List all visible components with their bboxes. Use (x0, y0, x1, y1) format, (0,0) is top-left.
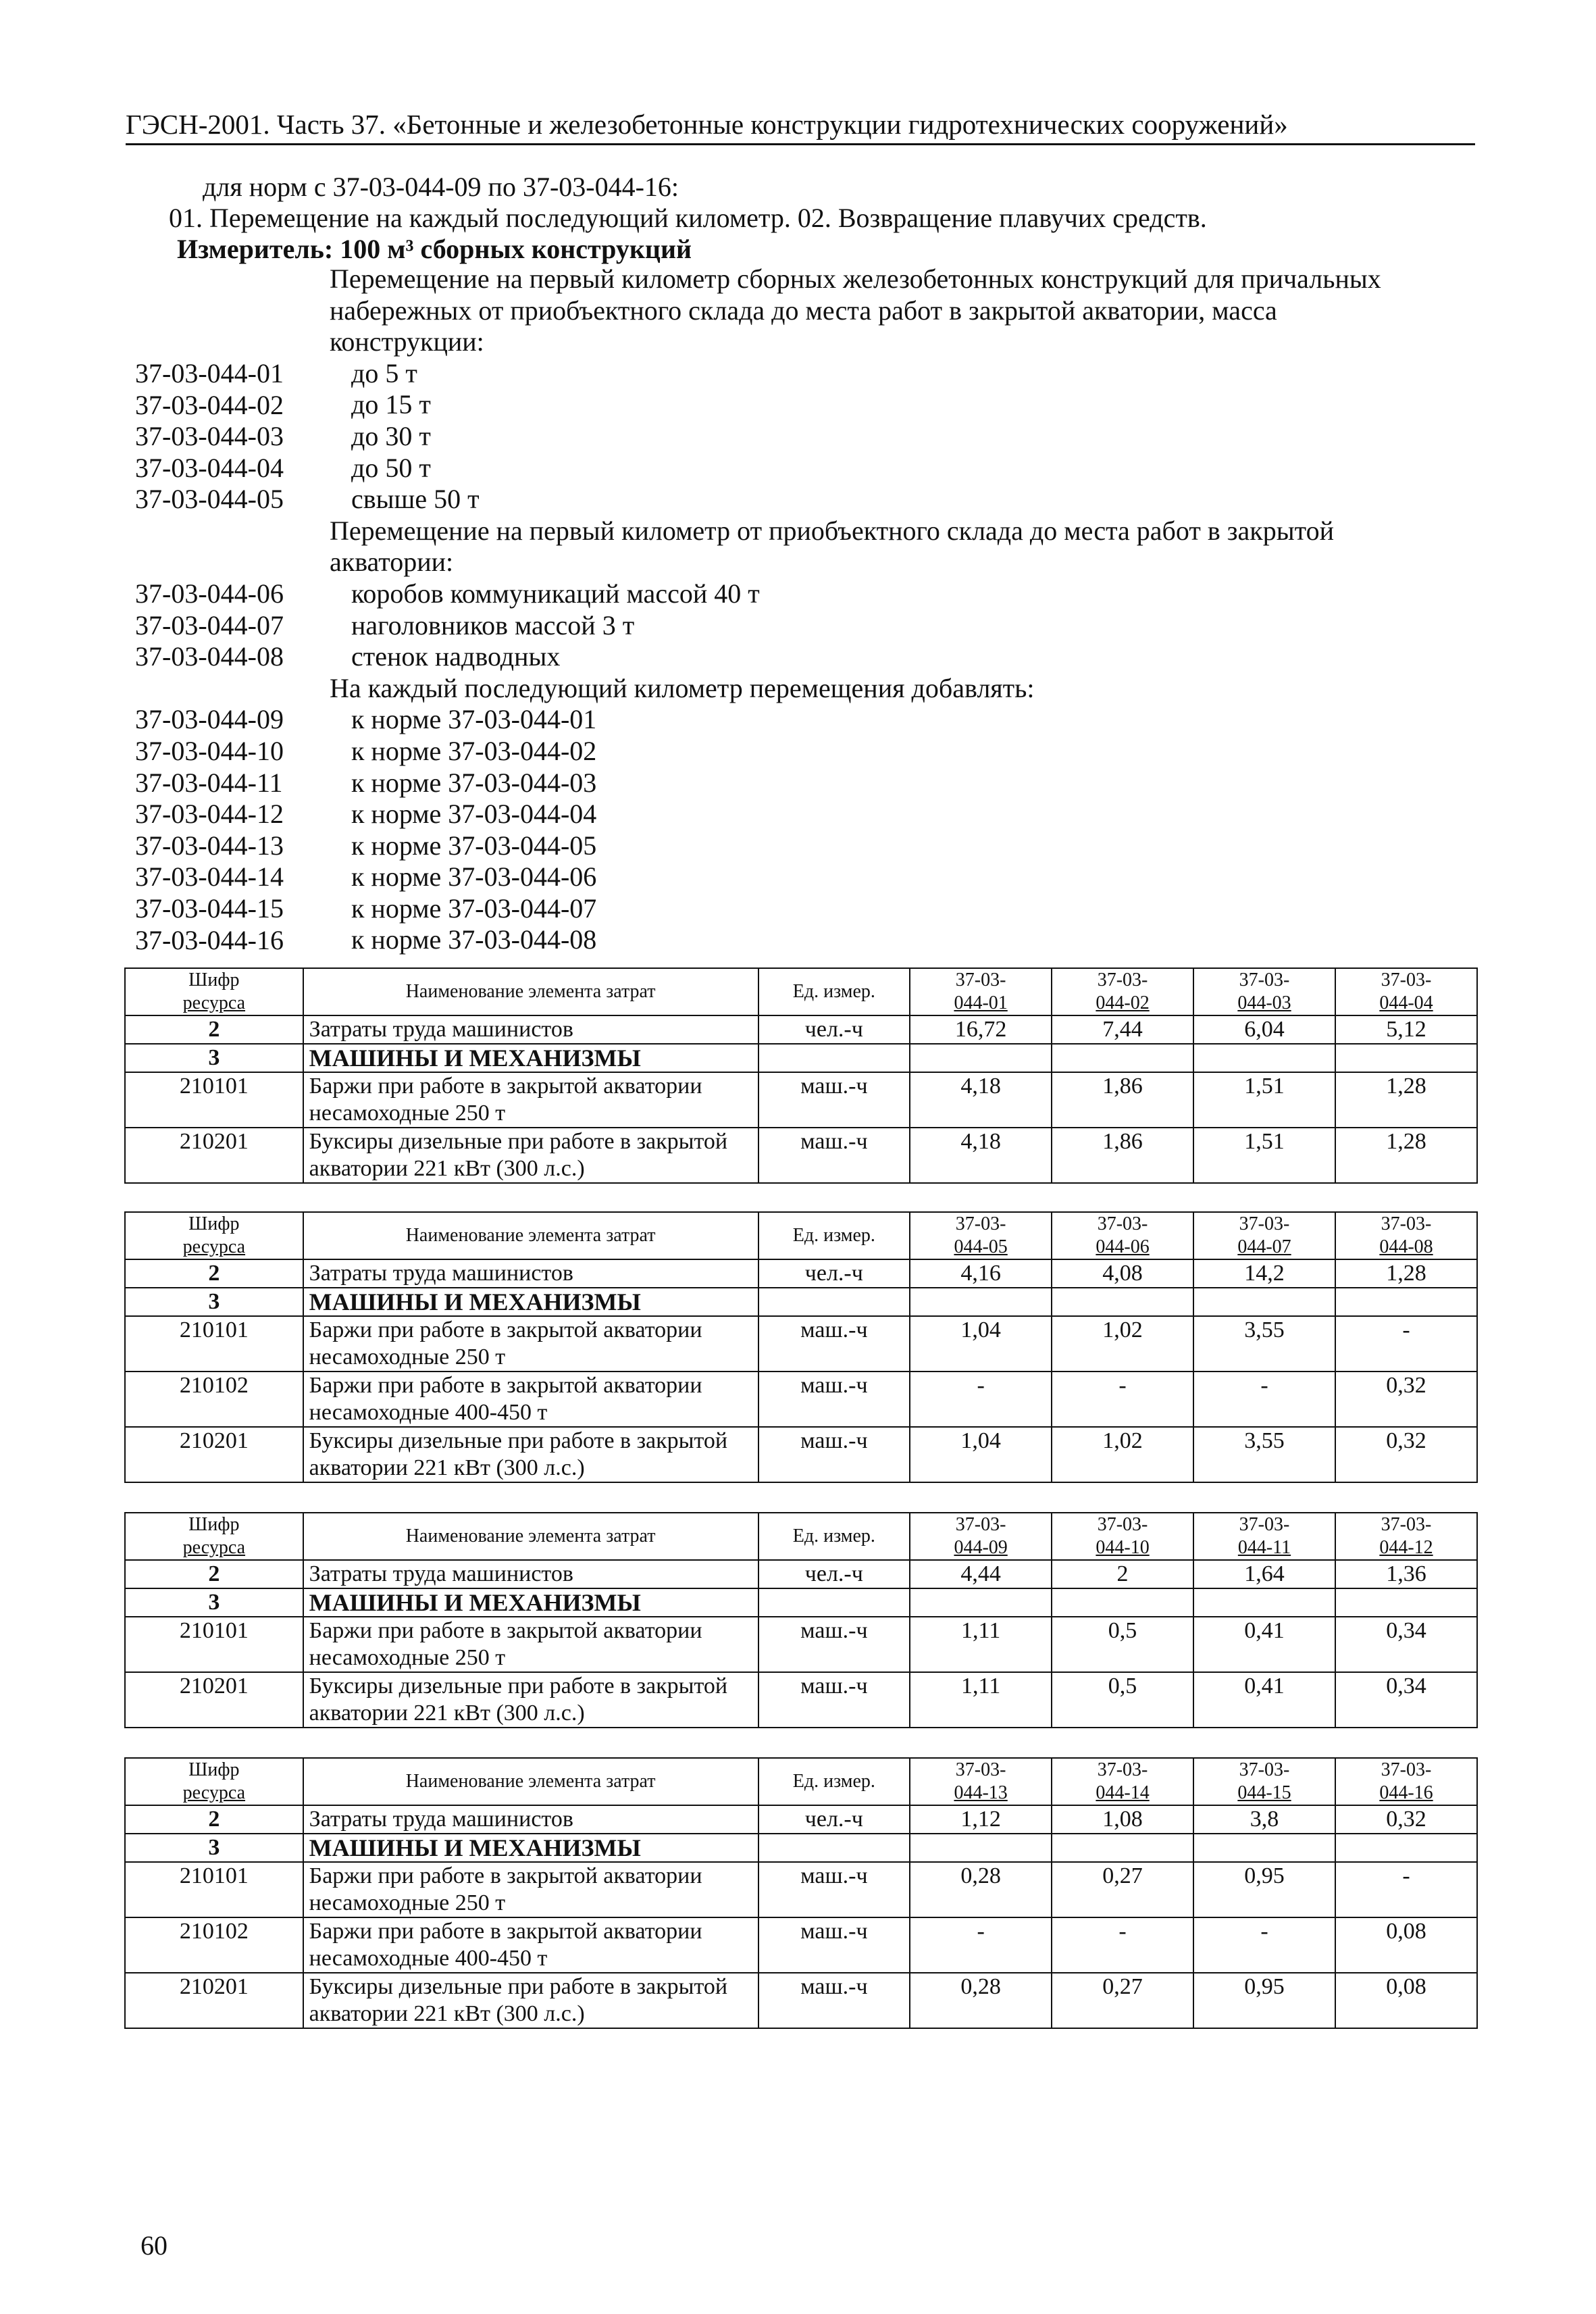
norm-value: 1,11 (910, 1672, 1052, 1728)
table-row (125, 1862, 1477, 1917)
norm-description: к норме 37-03-044-02 (351, 735, 597, 766)
norm-description: до 50 т (351, 452, 431, 483)
norm-value: 7,44 (1052, 1015, 1193, 1044)
norm-column-header (1335, 1212, 1477, 1259)
table-header-row (125, 1513, 1477, 1560)
norm-column-code-top: 37-03- (1239, 1514, 1290, 1535)
norm-value (910, 1288, 1052, 1316)
resource-code: 2 (125, 1805, 303, 1834)
resource-table (124, 967, 1478, 1184)
measure-line: Измеритель: 100 м³ сборных конструкций (177, 234, 692, 264)
unit: маш.-ч (758, 1128, 910, 1183)
resource-code-header-bottom: ресурса (182, 1236, 246, 1257)
norm-column-header (1193, 1212, 1335, 1259)
norm-value: 1,11 (910, 1617, 1052, 1672)
norm-code: 37-03-044-03 (135, 421, 284, 452)
norm-column-header (1052, 1513, 1193, 1560)
norm-code-column (135, 358, 284, 956)
norm-value: 1,51 (1193, 1128, 1335, 1183)
norm-column-code-top: 37-03- (1381, 1514, 1432, 1535)
norm-group-description: Перемещение на первый километр от приобъектного склада до места работ в закрытой акватории: (330, 515, 1334, 578)
norm-code: 37-03-044-13 (135, 830, 284, 861)
norm-description: к норме 37-03-044-07 (351, 892, 597, 924)
cost-name: МАШИНЫ И МЕХАНИЗМЫ (303, 1044, 758, 1072)
table-row (125, 1288, 1477, 1316)
norm-column-header (1052, 1212, 1193, 1259)
unit: маш.-ч (758, 1973, 910, 2028)
norm-value (1052, 1588, 1193, 1617)
norm-code: 37-03-044-11 (135, 767, 283, 798)
resource-code: 210201 (125, 1427, 303, 1482)
unit (758, 1588, 910, 1617)
table-row (125, 1917, 1477, 1973)
norm-description: к норме 37-03-044-03 (351, 767, 597, 798)
norm-value: 4,18 (910, 1072, 1052, 1128)
norm-value: 1,86 (1052, 1072, 1193, 1128)
norm-value: - (910, 1372, 1052, 1427)
norm-description: стенок надводных (351, 641, 561, 672)
norm-value: 0,27 (1052, 1862, 1193, 1917)
norm-value: 4,18 (910, 1128, 1052, 1183)
cost-name: Баржи при работе в закрытой акватории несамоходные 250 т (303, 1862, 758, 1917)
table-row (125, 1072, 1477, 1128)
unit-header: Ед. измер. (758, 968, 910, 1015)
resource-code: 2 (125, 1259, 303, 1288)
cost-name: Баржи при работе в закрытой акватории несамоходные 400-450 т (303, 1917, 758, 1973)
norm-column-code-top: 37-03- (1097, 970, 1148, 990)
table-row (125, 1044, 1477, 1072)
norm-value: 1,86 (1052, 1128, 1193, 1183)
unit: маш.-ч (758, 1427, 910, 1482)
norm-value: 1,08 (1052, 1805, 1193, 1834)
norm-column-code-bottom: 044-13 (954, 1782, 1008, 1803)
norm-column-code-bottom: 044-05 (954, 1236, 1008, 1257)
norm-value: 16,72 (910, 1015, 1052, 1044)
norm-value (1335, 1044, 1477, 1072)
norm-value: - (1193, 1917, 1335, 1973)
cost-name: Баржи при работе в закрытой акватории несамоходные 250 т (303, 1316, 758, 1372)
resource-code: 3 (125, 1044, 303, 1072)
norm-column-code-top: 37-03- (955, 1213, 1006, 1234)
cost-name: МАШИНЫ И МЕХАНИЗМЫ (303, 1588, 758, 1617)
cost-name: МАШИНЫ И МЕХАНИЗМЫ (303, 1288, 758, 1316)
unit: маш.-ч (758, 1072, 910, 1128)
unit-header: Ед. измер. (758, 1513, 910, 1560)
table-row (125, 1973, 1477, 2028)
norm-value: - (1052, 1372, 1193, 1427)
norm-value: 1,64 (1193, 1560, 1335, 1588)
norm-value: 0,95 (1193, 1973, 1335, 2028)
cost-name: Буксиры дизельные при работе в закрытой акватории 221 кВт (300 л.с.) (303, 1672, 758, 1728)
norm-value: 14,2 (1193, 1259, 1335, 1288)
table-row (125, 1834, 1477, 1862)
norm-value (1335, 1834, 1477, 1862)
norm-code: 37-03-044-05 (135, 484, 284, 515)
norm-value: 0,95 (1193, 1862, 1335, 1917)
norm-value: 0,32 (1335, 1427, 1477, 1482)
norm-value: 3,55 (1193, 1427, 1335, 1482)
norm-description: до 5 т (351, 357, 417, 388)
table-row (125, 1316, 1477, 1372)
norm-value: 1,28 (1335, 1259, 1477, 1288)
norm-value: - (910, 1917, 1052, 1973)
resource-code: 210102 (125, 1372, 303, 1427)
table-row (125, 1588, 1477, 1617)
unit: чел.-ч (758, 1560, 910, 1588)
table-row (125, 1015, 1477, 1044)
norm-column-header (1052, 1758, 1193, 1805)
table-row (125, 1128, 1477, 1183)
cost-name: МАШИНЫ И МЕХАНИЗМЫ (303, 1834, 758, 1862)
norm-column-code-top: 37-03- (1097, 1514, 1148, 1535)
cost-name: Баржи при работе в закрытой акватории несамоходные 400-450 т (303, 1372, 758, 1427)
norm-value: 3,8 (1193, 1805, 1335, 1834)
norm-value: 1,02 (1052, 1427, 1193, 1482)
cost-name: Буксиры дизельные при работе в закрытой акватории 221 кВт (300 л.с.) (303, 1427, 758, 1482)
table-row (125, 1372, 1477, 1427)
norm-value (1193, 1588, 1335, 1617)
norm-column-code-bottom: 044-14 (1096, 1782, 1150, 1803)
norm-column-code-top: 37-03- (955, 1759, 1006, 1780)
resource-code-header-bottom: ресурса (182, 1537, 246, 1558)
page-number: 60 (140, 2230, 168, 2261)
norm-code: 37-03-044-12 (135, 799, 284, 830)
resource-code: 3 (125, 1834, 303, 1862)
norm-description: до 15 т (351, 389, 431, 420)
norm-value: 5,12 (1335, 1015, 1477, 1044)
cost-name: Затраты труда машинистов (303, 1015, 758, 1044)
table-header-row (125, 968, 1477, 1015)
resource-code: 3 (125, 1288, 303, 1316)
table-row (125, 1259, 1477, 1288)
cost-name: Баржи при работе в закрытой акватории несамоходные 250 т (303, 1617, 758, 1672)
table-row (125, 1427, 1477, 1482)
unit: маш.-ч (758, 1862, 910, 1917)
unit: маш.-ч (758, 1316, 910, 1372)
unit: чел.-ч (758, 1259, 910, 1288)
norm-column-code-bottom: 044-04 (1379, 992, 1433, 1013)
norm-code: 37-03-044-08 (135, 641, 284, 672)
norm-value: - (1335, 1862, 1477, 1917)
norm-column-code-bottom: 044-01 (954, 992, 1008, 1013)
norm-code: 37-03-044-04 (135, 452, 284, 483)
resource-code: 210102 (125, 1917, 303, 1973)
norms-range-line: для норм с 37-03-044-09 по 37-03-044-16: (203, 172, 679, 202)
norm-value: 4,08 (1052, 1259, 1193, 1288)
norm-column-header (1335, 1758, 1477, 1805)
norm-code: 37-03-044-02 (135, 389, 284, 420)
norm-value: 0,34 (1335, 1617, 1477, 1672)
norm-column-code-bottom: 044-06 (1096, 1236, 1150, 1257)
norm-value: 3,55 (1193, 1316, 1335, 1372)
unit: чел.-ч (758, 1805, 910, 1834)
unit: маш.-ч (758, 1617, 910, 1672)
unit (758, 1288, 910, 1316)
resource-code: 210201 (125, 1973, 303, 2028)
norm-code: 37-03-044-06 (135, 578, 284, 609)
norm-value: 1,02 (1052, 1316, 1193, 1372)
norm-column-header (1052, 968, 1193, 1015)
resource-code: 3 (125, 1588, 303, 1617)
norm-code: 37-03-044-15 (135, 892, 284, 924)
norm-value (1193, 1834, 1335, 1862)
resource-code: 2 (125, 1015, 303, 1044)
norm-column-code-bottom: 044-11 (1237, 1537, 1291, 1558)
cost-name: Затраты труда машинистов (303, 1805, 758, 1834)
resource-code-header-top: Шифр (188, 970, 240, 990)
norm-value: 0,5 (1052, 1617, 1193, 1672)
norm-description: к норме 37-03-044-01 (351, 704, 597, 735)
norm-value: 0,08 (1335, 1973, 1477, 2028)
norm-description-column (330, 263, 1437, 956)
cost-name: Баржи при работе в закрытой акватории несамоходные 250 т (303, 1072, 758, 1128)
norm-value: 0,28 (910, 1862, 1052, 1917)
norm-value (1335, 1288, 1477, 1316)
resource-code: 210101 (125, 1617, 303, 1672)
norm-value: - (1193, 1372, 1335, 1427)
norm-column-header (1335, 968, 1477, 1015)
table-row (125, 1805, 1477, 1834)
norm-value (1193, 1288, 1335, 1316)
norm-column-header (910, 968, 1052, 1015)
resource-code-header-top: Шифр (188, 1213, 240, 1234)
resource-code-header (125, 1758, 303, 1805)
cost-name-header: Наименование элемента затрат (303, 1212, 758, 1259)
norm-code: 37-03-044-16 (135, 924, 284, 955)
norm-value: 0,32 (1335, 1372, 1477, 1427)
table-header-row (125, 1212, 1477, 1259)
norm-value: 0,34 (1335, 1672, 1477, 1728)
norm-description: к норме 37-03-044-05 (351, 830, 597, 861)
table-header-row (125, 1758, 1477, 1805)
norm-description: к норме 37-03-044-08 (351, 924, 597, 955)
norm-value: 2 (1052, 1560, 1193, 1588)
norm-column-code-bottom: 044-12 (1379, 1537, 1433, 1558)
norm-value: 1,12 (910, 1805, 1052, 1834)
norm-column-code-bottom: 044-08 (1379, 1236, 1433, 1257)
table-row (125, 1672, 1477, 1728)
norm-column-code-top: 37-03- (1097, 1213, 1148, 1234)
norm-code: 37-03-044-09 (135, 704, 284, 735)
unit: маш.-ч (758, 1672, 910, 1728)
cost-name: Буксиры дизельные при работе в закрытой акватории 221 кВт (300 л.с.) (303, 1973, 758, 2028)
resource-code-header-bottom: ресурса (182, 1782, 246, 1803)
norm-description: к норме 37-03-044-06 (351, 861, 597, 892)
norm-column-code-top: 37-03- (1239, 970, 1290, 990)
norm-value: 6,04 (1193, 1015, 1335, 1044)
norm-column-code-top: 37-03- (1381, 1759, 1432, 1780)
norm-description: к норме 37-03-044-04 (351, 799, 597, 830)
norm-column-code-bottom: 044-16 (1379, 1782, 1433, 1803)
norm-column-code-top: 37-03- (1239, 1759, 1290, 1780)
norm-column-code-top: 37-03- (955, 970, 1006, 990)
unit (758, 1044, 910, 1072)
norm-code: 37-03-044-10 (135, 735, 284, 766)
unit: маш.-ч (758, 1917, 910, 1973)
resource-table (124, 1757, 1478, 2029)
norm-value: 4,44 (910, 1560, 1052, 1588)
cost-name: Буксиры дизельные при работе в закрытой акватории 221 кВт (300 л.с.) (303, 1128, 758, 1183)
resource-code: 210201 (125, 1128, 303, 1183)
resource-code: 210101 (125, 1072, 303, 1128)
norm-value (1335, 1588, 1477, 1617)
unit: маш.-ч (758, 1372, 910, 1427)
resource-table (124, 1211, 1478, 1483)
norm-description: до 30 т (351, 420, 431, 451)
norm-group-description: На каждый последующий километр перемещения добавлять: (330, 672, 1035, 703)
resource-code-header-top: Шифр (188, 1759, 240, 1780)
norm-description: свыше 50 т (351, 484, 480, 515)
norm-column-code-bottom: 044-15 (1237, 1782, 1291, 1803)
norm-column-code-bottom: 044-09 (954, 1537, 1008, 1558)
norm-column-code-top: 37-03- (1381, 1213, 1432, 1234)
resource-code-header-bottom: ресурса (182, 992, 246, 1013)
work-composition-line: 01. Перемещение на каждый последующий километр. 02. Возвращение плавучих средств. (169, 203, 1207, 233)
norm-column-header (1193, 1758, 1335, 1805)
resource-code: 210101 (125, 1316, 303, 1372)
cost-name-header: Наименование элемента затрат (303, 1758, 758, 1805)
cost-name-header: Наименование элемента затрат (303, 968, 758, 1015)
norm-value (1193, 1044, 1335, 1072)
resource-code-header (125, 968, 303, 1015)
norm-value (1052, 1288, 1193, 1316)
resource-code: 2 (125, 1560, 303, 1588)
norm-value (910, 1044, 1052, 1072)
norm-column-header (1193, 1513, 1335, 1560)
norm-value: 1,51 (1193, 1072, 1335, 1128)
resource-code: 210101 (125, 1862, 303, 1917)
norm-value: 1,04 (910, 1316, 1052, 1372)
norm-description: наголовников массой 3 т (351, 609, 635, 640)
cost-name: Затраты труда машинистов (303, 1259, 758, 1288)
norm-code: 37-03-044-14 (135, 861, 284, 892)
norm-column-code-top: 37-03- (1381, 970, 1432, 990)
norm-value: 0,41 (1193, 1617, 1335, 1672)
norm-value: 4,16 (910, 1259, 1052, 1288)
norm-value (1052, 1044, 1193, 1072)
norm-value (910, 1834, 1052, 1862)
norm-code: 37-03-044-01 (135, 358, 284, 388)
norm-description: коробов коммуникаций массой 40 т (351, 578, 760, 609)
table-row (125, 1617, 1477, 1672)
norm-column-code-bottom: 044-07 (1237, 1236, 1291, 1257)
norm-column-code-bottom: 044-03 (1237, 992, 1291, 1013)
norm-column-header (910, 1513, 1052, 1560)
norm-value: 0,08 (1335, 1917, 1477, 1973)
resource-code-header-top: Шифр (188, 1514, 240, 1535)
norm-column-header (910, 1212, 1052, 1259)
norm-code: 37-03-044-07 (135, 609, 284, 640)
norm-column-code-top: 37-03- (955, 1514, 1006, 1535)
norm-column-header (910, 1758, 1052, 1805)
norm-group-description: Перемещение на первый километр сборных железобетонных конструкций для причальных набережных от приобъектного склада до места работ в закрытой акватории, масса конструкции: (330, 263, 1381, 357)
unit-header: Ед. измер. (758, 1212, 910, 1259)
norm-column-code-bottom: 044-02 (1096, 992, 1150, 1013)
norm-column-header (1335, 1513, 1477, 1560)
table-row (125, 1560, 1477, 1588)
cost-name: Затраты труда машинистов (303, 1560, 758, 1588)
norm-value: - (1335, 1316, 1477, 1372)
norm-column-header (1193, 968, 1335, 1015)
unit (758, 1834, 910, 1862)
unit-header: Ед. измер. (758, 1758, 910, 1805)
norm-value (1052, 1834, 1193, 1862)
page-header: ГЭСН-2001. Часть 37. «Бетонные и железобетонные конструкции гидротехнических сооружений» (126, 108, 1475, 145)
norm-value: 1,28 (1335, 1128, 1477, 1183)
norm-value: 0,32 (1335, 1805, 1477, 1834)
norm-value: 1,28 (1335, 1072, 1477, 1128)
norm-value: 1,04 (910, 1427, 1052, 1482)
norm-value: 0,5 (1052, 1672, 1193, 1728)
norm-column-code-top: 37-03- (1239, 1213, 1290, 1234)
unit: чел.-ч (758, 1015, 910, 1044)
norm-column-code-top: 37-03- (1097, 1759, 1148, 1780)
norm-value: - (1052, 1917, 1193, 1973)
resource-code-header (125, 1513, 303, 1560)
resource-code: 210201 (125, 1672, 303, 1728)
norm-value: 1,36 (1335, 1560, 1477, 1588)
norm-column-code-bottom: 044-10 (1096, 1537, 1150, 1558)
resource-code-header (125, 1212, 303, 1259)
cost-name-header: Наименование элемента затрат (303, 1513, 758, 1560)
norm-value: 0,41 (1193, 1672, 1335, 1728)
resource-table (124, 1512, 1478, 1728)
norm-value: 0,27 (1052, 1973, 1193, 2028)
norm-value (910, 1588, 1052, 1617)
norm-value: 0,28 (910, 1973, 1052, 2028)
